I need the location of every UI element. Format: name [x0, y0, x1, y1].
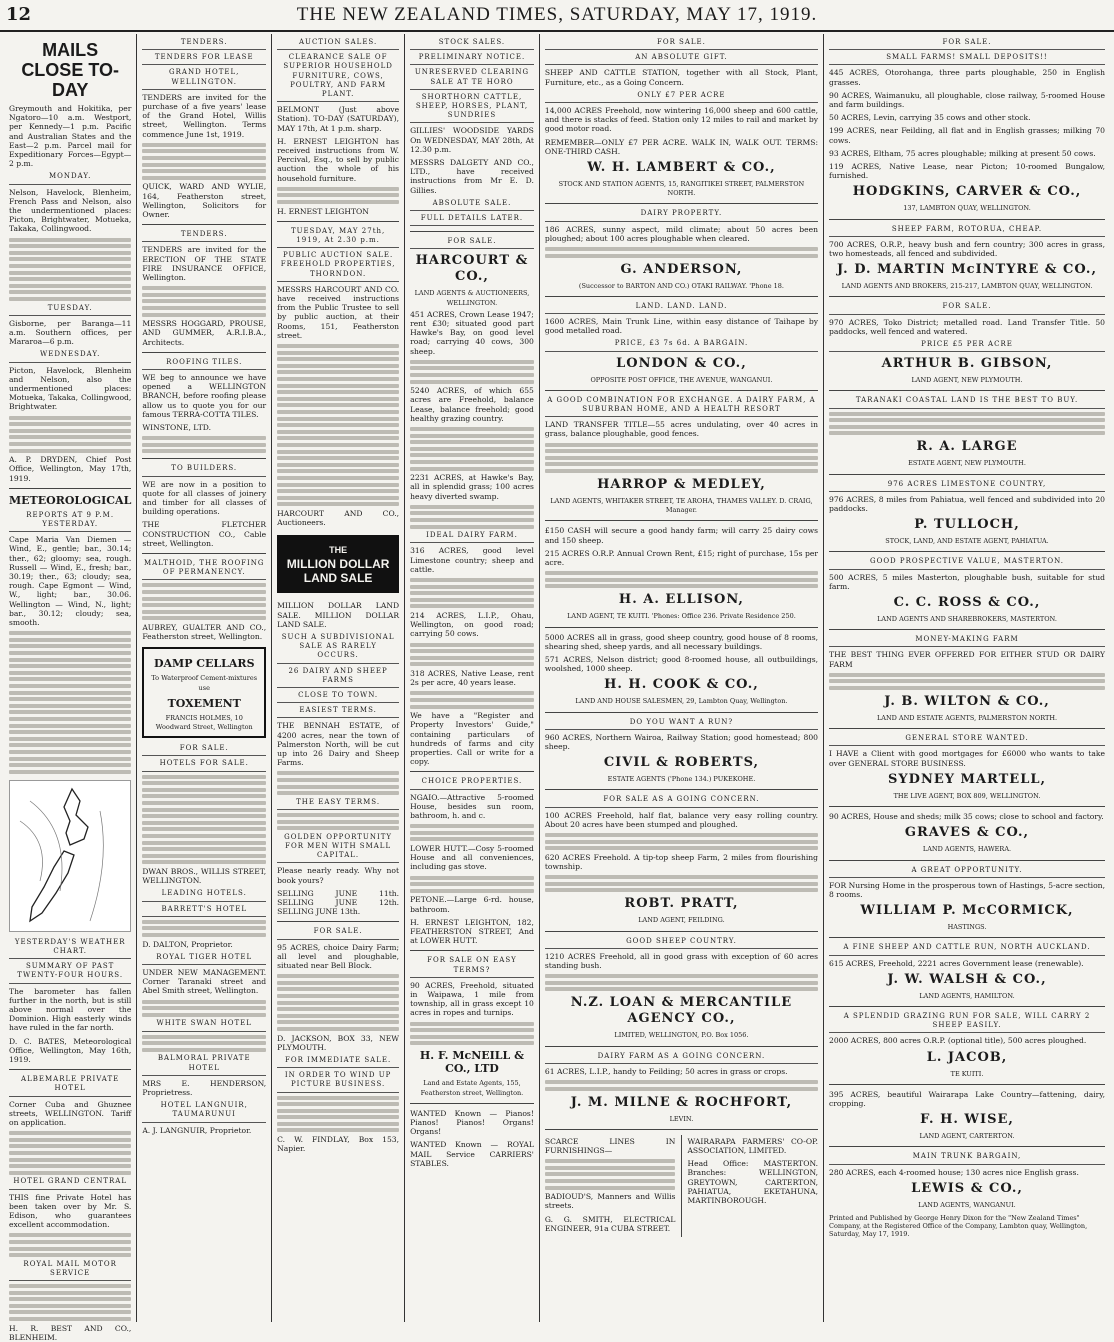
- register-text: We have a "Register and Property Investors' Guide," containing particulars of hundreds of farms and city properties. Call or write for a copy.: [410, 711, 534, 767]
- wise-subheading: LAND AGENT, CARTERTON.: [919, 1132, 1015, 1141]
- please-text: Please nearly ready. Why not book yours?: [277, 866, 400, 885]
- clearance-heading: CLEARANCE SALE OF SUPERIOR HOUSEHOLD FURNITURE, COWS, POULTRY, AND FARM PLANT.: [277, 53, 399, 102]
- lease-signature: QUICK, WARD AND WYLIE, 164, Featherston street, Wellington, Solicitors for Owner.: [142, 182, 267, 219]
- price-acre: PRICE £5 PER ACRE: [829, 340, 1105, 352]
- ad-150: £150 CASH will secure a good handy farm; will carry 25 dairy cows and 150 sheep.: [544, 526, 819, 545]
- dairy-sheep-heading: 26 DAIRY AND SHEEP FARMS: [277, 667, 399, 688]
- text-block: [410, 360, 534, 384]
- text-block: [142, 1000, 266, 1017]
- lewis-subheading: LAND AGENTS, WANGANUI.: [918, 1200, 1016, 1209]
- dairy-property-heading: DAIRY PROPERTY.: [545, 209, 818, 221]
- text-block: [410, 643, 534, 667]
- ad-186: 186 ACRES, sunny aspect, mild climate; about 50 acres been ploughed; about 100 acres ploughable when cleared.: [544, 224, 819, 243]
- hotels-heading: HOTELS FOR SALE.: [142, 759, 266, 771]
- pratt-name: ROBT. PRATT,: [624, 896, 739, 912]
- ad-976: 976 ACRES, 8 miles from Pahiatua, well fenced and subdivided into 20 paddocks.: [829, 494, 1105, 514]
- ad-395: 395 ACRES, beautiful Wairarapa Lake Country—fattening, dairy, cropping.: [829, 1089, 1105, 1108]
- great-heading: A GREAT OPPORTUNITY.: [829, 866, 1105, 878]
- hotels-signature: DWAN BROS., WILLIS STREET, WELLINGTON.: [142, 866, 267, 886]
- tuesday-sale: TUESDAY, MAY 27th, 1919, At 2.30 p.m.: [277, 227, 399, 248]
- full-details-heading: FULL DETAILS LATER.: [410, 214, 534, 226]
- lease-subheading: GRAND HOTEL, WELLINGTON.: [142, 68, 266, 89]
- ad-571: 571 ACRES, Nelson district; good 8-roomed house, all outbuildings, woolshed, 1000 sheep.: [544, 655, 819, 674]
- text-block: [142, 436, 266, 453]
- ad-93: 93 ACRES, Eltham, 75 acres ploughable; milking at present 50 cows.: [829, 148, 1096, 158]
- ross-name: C. C. ROSS & CO.,: [893, 595, 1041, 611]
- wilton-name: J. B. WILTON & CO.,: [884, 694, 1050, 710]
- mails-signature: A. P. DRYDEN, Chief Post Office, Wellington, May 17th, 1919.: [9, 455, 132, 483]
- text-block: [545, 833, 818, 850]
- immediate-heading: FOR IMMEDIATE SALE.: [277, 1056, 399, 1068]
- hotel-central-heading: HOTEL GRAND CENTRAL: [9, 1177, 131, 1189]
- column-mails: [4, 34, 137, 1342]
- million-text: MILLION DOLLAR LAND SALE. MILLION DOLLAR LAND SALE.: [277, 601, 400, 629]
- text-block: [545, 571, 818, 588]
- ad-214: 214 ACRES, L.I.P., Ohau, Wellington, on good road; carrying 50 cows.: [410, 610, 534, 639]
- ad-620: 620 ACRES Freehold. A tip-top sheep Farm, 2 miles from flourishing township.: [544, 852, 819, 872]
- text-block: [829, 412, 1105, 436]
- damp-signature: FRANCIS HOLMES, 10 Woodward Street, Wellington: [155, 713, 253, 732]
- ad-14000: 14,000 ACRES Freehold, now wintering 16,000 sheep and 600 cattle, and there is stacks of feed. Station only 12 miles to rail and market by good motor road.: [544, 106, 819, 134]
- mccormick-subheading: HASTINGS.: [947, 923, 987, 932]
- easy-terms-text: 90 ACRES, Freehold, situated in Waipawa, 1 mile from township, all in grass except 10 acres in ropes and turnips.: [410, 980, 534, 1018]
- anderson-subheading: (Successor to BARTON AND CO.) OTAKI RAILWAY. 'Phone 18.: [578, 281, 784, 290]
- chart-caption: YESTERDAY'S WEATHER CHART.: [9, 938, 131, 959]
- run-heading: DO YOU WANT A RUN?: [545, 718, 818, 730]
- leading-hotels-heading: LEADING HOTELS.: [142, 889, 266, 901]
- mcneill-subheading: Land and Estate Agents, 155, Featherston street, Wellington.: [420, 1079, 524, 1097]
- such-heading: SUCH A SUBDIVISIONAL SALE AS RARELY OCCURS.: [277, 633, 399, 664]
- barretts-heading: BARRETT'S HOTEL: [142, 905, 266, 917]
- civil-subheading: ESTATE AGENTS ('Phone 134.) PUKEKOHE.: [607, 775, 756, 784]
- wise-name: F. H. WISE,: [920, 1112, 1014, 1128]
- column-stock-sales: [405, 34, 540, 1322]
- gift-sub: SHEEP AND CATTLE STATION, together with all Stock, Plant, Furniture, etc., as a Going Concern.: [544, 68, 819, 87]
- builders-signature: THE FLETCHER CONSTRUCTION CO., Cable street, Wellington.: [142, 520, 267, 548]
- text-block: [142, 286, 266, 316]
- ngaio-text: NGAIO.—Attractive 5-roomed House, besides sun room, bathroom, h. and c.: [410, 792, 534, 820]
- tenders2-heading: TENDERS.: [142, 230, 266, 242]
- ellison-subheading: LAND AGENT, TE KUITI. 'Phones: Office 236. Private Residence 250.: [567, 612, 796, 621]
- white-swan-heading: WHITE SWAN HOTEL: [142, 1019, 266, 1031]
- rotorua-heading: SHEEP FARM, ROTORUA, CHEAP.: [829, 225, 1105, 237]
- dalgety-text: MESSRS DALGETY AND CO., LTD., have received instructions from Mr E. D. Gillies.: [410, 158, 534, 195]
- newspaper-title: THE NEW ZEALAND TIMES, SATURDAY, MAY 17, 1919.: [296, 4, 818, 25]
- stock-sales-heading: STOCK SALES.: [410, 38, 534, 50]
- lambert-name: W. H. LAMBERT & CO.,: [587, 160, 776, 176]
- reports-text: Cape Maria Van Diemen — Wind, E., gentle; bar., 30.14; ther., 62; gloomy; sea, rough. Russell — Wind, E., fresh; bar., 30.19; ther., 63; cloudy; sea, rough. Cape Egmont — Wind, W., light; bar., 30.06. Wellington — Wind, N., light; bar., 30.12; cloudy; sea, smooth.: [9, 535, 132, 628]
- tenders2-signature: MESSRS HOGGARD, PROUSE, AND GUMMER, A.R.I.B.A., Architects.: [142, 319, 267, 347]
- martin-name: J. D. MARTIN McINTYRE & CO.,: [837, 262, 1097, 278]
- text-block: [9, 631, 131, 773]
- ad-700: 700 ACRES, O.R.P., heavy bush and fern country; 300 acres in grass, two homesteads, all fenced and subdivided.: [829, 239, 1105, 259]
- jackson-signature: D. JACKSON, BOX 33, NEW PLYMOUTH.: [277, 1033, 400, 1052]
- column-tenders: [137, 34, 272, 1322]
- text-block: [410, 578, 534, 608]
- shorthorn-heading: SHORTHORN CATTLE, SHEEP, HORSES, PLANT, SUNDRIES: [410, 93, 534, 124]
- scarce-ad: [545, 1135, 676, 1237]
- text-block: [545, 443, 818, 473]
- money-heading: MONEY-MAKING FARM: [829, 635, 1105, 647]
- text-block: [410, 824, 534, 841]
- harcourt-text: MESSRS HARCOURT AND CO. have received instructions from the Public Trustee to sell by public auction, at their Rooms, 151, Featherston street.: [277, 284, 400, 340]
- large-subheading: ESTATE AGENT, NEW PLYMOUTH.: [908, 459, 1026, 468]
- malthoid-signature: AUBREY, GUALTER AND CO., Featherston street, Wellington.: [142, 623, 267, 642]
- walsh-name: J. W. WALSH & CO.,: [887, 971, 1047, 987]
- text-block: [9, 1131, 131, 1175]
- grazing-heading: A SPLENDID GRAZING RUN FOR SALE, WILL CARRY 2 SHEEP EASILY.: [829, 1012, 1105, 1033]
- text-block: [545, 974, 818, 991]
- belmont-text: BELMONT (Just above Station). TO-DAY (SATURDAY), MAY 17th, At 1 p.m. sharp.: [277, 105, 400, 133]
- text-block: [142, 143, 266, 180]
- text-block: [545, 1159, 676, 1189]
- langnuir-heading: HOTEL LANGNUIR, TAUMARUNUI: [142, 1101, 266, 1122]
- lower-hutt-text: LOWER HUTT.—Cosy 5-roomed House and all conveniences, including gas stove.: [410, 843, 534, 872]
- remember-text: REMEMBER—ONLY £7 PER ACRE. WALK IN, WALK OUT. TERMS: ONE-THIRD CASH.: [544, 137, 819, 156]
- ad-90: 90 ACRES, Waimanuku, all ploughable, close railway, 5-roomed House and farm buildings.: [829, 90, 1105, 110]
- malthoid-heading: MALTHOID, THE ROOFING OF PERMANENCY.: [142, 559, 266, 580]
- roofing-signature: WINSTONE, LTD.: [142, 423, 212, 433]
- lease-heading: TENDERS FOR LEASE: [142, 53, 266, 65]
- public-auction-heading: PUBLIC AUCTION SALE. FREEHOLD PROPERTIES, THORNDON.: [277, 251, 399, 282]
- langnuir-signature: A. J. LANGNUIR, Proprietor.: [142, 1125, 252, 1135]
- limestone-heading: 976 ACRES LIMESTONE COUNTRY,: [829, 480, 1105, 492]
- ad-318: 318 ACRES, Native Lease, rent 2s per acre, 40 years lease.: [410, 668, 534, 688]
- small-farms-heading: SMALL FARMS! SMALL DEPOSITS!!: [829, 53, 1105, 65]
- easiest-terms-heading: EASIEST TERMS.: [277, 706, 399, 718]
- hotel-albemarle-heading: ALBEMARLE PRIVATE HOTEL: [9, 1075, 131, 1096]
- ad-2231: 2231 ACRES, at Hawke's Bay, all in splendid grass; 100 acres heavy diverted swamp.: [410, 473, 534, 501]
- hotel-albemarle-text: Corner Cuba and Ghuznee streets, WELLINGTON. Tariff on application.: [9, 1099, 132, 1127]
- harrop-subheading: LAND AGENTS, WHITAKER STREET, TE AROHA, THAMES VALLEY. D. CRAIG, Manager.: [550, 497, 813, 515]
- bottom-ads: [545, 1135, 818, 1237]
- balmoral-signature: MRS E. HENDERSON, Proprietress.: [142, 1078, 267, 1097]
- text-block: [829, 673, 1105, 690]
- text-block: [410, 505, 534, 529]
- balmoral-heading: BALMORAL PRIVATE HOTEL: [142, 1054, 266, 1075]
- pratt-subheading: LAND AGENT, FEILDING.: [638, 916, 725, 925]
- auction-heading: AUCTION SALES.: [277, 38, 399, 50]
- text-block: [142, 1035, 266, 1052]
- text-block: [410, 427, 534, 471]
- graves-subheading: LAND AGENTS, HAWERA.: [922, 845, 1012, 854]
- text-block: [545, 1080, 818, 1091]
- wanted-pianos: WANTED Known — Pianos! Pianos! Pianos! Organs! Organs!: [410, 1108, 534, 1137]
- ad-199: 199 ACRES, near Feilding, all flat and in English grasses; milking 70 cows.: [829, 126, 1105, 145]
- million-the: THE: [329, 545, 348, 556]
- text-block: [410, 691, 534, 708]
- weather-chart-map: [9, 780, 131, 932]
- absolute-heading: ABSOLUTE SALE.: [410, 199, 534, 211]
- column-farms: [824, 34, 1110, 1322]
- ideal-heading: IDEAL DAIRY FARM.: [410, 531, 534, 543]
- land-heading: LAND. LAND. LAND.: [545, 302, 818, 314]
- scarce-heading: SCARCE LINES IN FURNISHINGS—: [544, 1136, 676, 1156]
- picture-heading: IN ORDER TO WIND UP PICTURE BUSINESS.: [277, 1071, 399, 1092]
- ad-451: 451 ACRES, Crown Lease 1947; rent £30; situated good part Hawke's Bay, on good level road; carrying 40 cows, 300 sheep.: [410, 309, 534, 356]
- ad-100: 100 ACRES Freehold, half flat, balance very easy rolling country. About 20 acres have been stumped and ploughed.: [544, 810, 819, 829]
- ad-1600: 1600 ACRES, Main Trunk Line, within easy distance of Taihape by good metalled road.: [544, 317, 819, 336]
- graves-name: GRAVES & CO.,: [904, 825, 1030, 841]
- text-block: [142, 583, 266, 620]
- mails-text: Greymouth and Hokitika, per Ngatoro—10 a.m. Westport, per Kennedy—1 p.m. Pacific and Australian States and the East—2 p.m. Parcel mail for Expeditionary Forces—Egypt—2 p.m.: [9, 104, 132, 169]
- page-number: 12: [6, 4, 32, 25]
- combination-heading: A GOOD COMBINATION FOR EXCHANGE. A DAIRY FARM, A SUBURBAN HOME, AND A HEALTH RESORT: [545, 396, 818, 417]
- forsale-heading: FOR SALE.: [545, 38, 818, 50]
- general-store-heading: GENERAL STORE WANTED.: [829, 734, 1105, 746]
- million-dollar-ad: [277, 535, 399, 593]
- roofing-heading: ROOFING TILES.: [142, 358, 266, 370]
- mail-service-heading: ROYAL MAIL MOTOR SERVICE: [9, 1260, 131, 1281]
- main-trunk-heading: MAIN TRUNK BARGAIN,: [829, 1152, 1105, 1164]
- page-columns: [4, 34, 1110, 1342]
- text-block: [277, 344, 399, 506]
- ellison-name: H. A. ELLISON,: [618, 592, 744, 608]
- harcourt-subheading: LAND AGENTS & AUCTIONEERS, WELLINGTON.: [414, 289, 530, 307]
- tuesday-text: Gisborne, per Baranga—11 a.m. Southern offices, per Mararoa—6 p.m.: [9, 318, 132, 347]
- gillies-text: GILLIES' WOODSIDE YARDS On WEDNESDAY, MAY 28th, At 12.30 p.m.: [410, 126, 534, 154]
- reports-heading: REPORTS AT 9 P.M. YESTERDAY.: [9, 511, 131, 532]
- good-sheep-heading: GOOD SHEEP COUNTRY.: [545, 937, 818, 949]
- london-subheading: OPPOSITE POST OFFICE, THE AVENUE, WANGANUI.: [590, 375, 773, 384]
- text-block: [9, 238, 131, 301]
- text-block: [277, 187, 399, 204]
- colophon: Printed and Published by George Henry Dixon for the "New Zealand Times" Company, at the Registered Office of the Company, Lambton quay, Wellington, Saturday, May 17, 1919.: [829, 1213, 1088, 1238]
- text-block: [142, 920, 266, 937]
- golden-heading: GOLDEN OPPORTUNITY FOR MEN WITH SMALL CAPITAL.: [277, 833, 399, 864]
- preliminary-heading: PRELIMINARY NOTICE.: [410, 53, 534, 65]
- selling-text: SELLING JUNE 11th. SELLING JUNE 12th. SELLING JUNE 13th.: [277, 888, 400, 917]
- ad-2000: 2000 ACRES, 800 acres O.R.P. (optional title), 500 acres ploughed.: [829, 1036, 1087, 1046]
- wednesday-heading: WEDNESDAY.: [9, 350, 131, 362]
- masterton-heading: GOOD PROSPECTIVE VALUE, MASTERTON.: [829, 557, 1105, 569]
- meteorological-heading: METEOROLOGICAL: [9, 493, 132, 507]
- text-block: [277, 1096, 399, 1133]
- harcourt-name: HARCOURT & CO.,: [415, 253, 529, 285]
- ad-500: 500 ACRES, 5 miles Masterton, ploughable bush, suitable for stud farm.: [829, 572, 1105, 591]
- text-block: [277, 813, 399, 830]
- petone-text: PETONE.—Large 6-rd. house, bathroom.: [410, 895, 534, 914]
- barretts-signature: D. DALTON, Proprietor.: [142, 939, 233, 949]
- ross-subheading: LAND AGENTS AND SHAREBROKERS, MASTERTON.: [877, 615, 1057, 624]
- royal-tiger-text: UNDER NEW MANAGEMENT. Corner Taranaki street and Abel Smith street, Wellington.: [142, 967, 267, 996]
- money-text: THE BEST THING EVER OFFERED FOR EITHER STUD OR DAIRY FARM: [829, 650, 1105, 669]
- easy-terms-heading: FOR SALE ON EASY TERMS?: [410, 956, 534, 977]
- lease-text: TENDERS are invited for the purchase of a five years' lease of the Grand Hotel, Willis street, Wellington. Terms commence June 1st, 1919.: [142, 92, 267, 139]
- hodgkins-name: HODGKINS, CARVER & CO.,: [852, 184, 1082, 200]
- ad-90b: 90 ACRES, House and sheds; milk 35 cows; close to school and factory.: [829, 812, 1104, 822]
- summary-text: The barometer has fallen further in the north, but is still above normal over the Dominion. High easterly winds have ruled in the far north.: [9, 986, 132, 1033]
- price-bargain: PRICE, £3 7s 6d. A BARGAIN.: [545, 339, 818, 351]
- ad-970: 970 ACRES, Toko District; metalled road. Land Transfer Title. 50 paddocks, well fenced and watered.: [829, 317, 1105, 336]
- column-auctions: [272, 34, 405, 1322]
- tulloch-name: P. TULLOCH,: [914, 517, 1020, 533]
- jacob-subheading: TE KUITI.: [950, 1069, 984, 1078]
- ad-50: 50 ACRES, Levin, carrying 35 cows and other stock.: [829, 113, 1031, 123]
- ad-5000: 5000 ACRES all in grass, good sheep country, good house of 8 rooms, shearing shed, sheep yards, and all necessary buildings.: [544, 632, 819, 651]
- forsale-heading: FOR SALE.: [410, 237, 534, 249]
- summary-heading: SUMMARY OF PAST TWENTY-FOUR HOURS.: [9, 962, 131, 983]
- text-block: [410, 1022, 534, 1046]
- column-land-for-sale: [540, 34, 824, 1322]
- builders-heading: TO BUILDERS.: [142, 464, 266, 476]
- tuesday-heading: TUESDAY.: [9, 304, 131, 316]
- nz-loan-name: N.Z. LOAN & MERCANTILE AGENCY CO.,: [570, 995, 793, 1027]
- choice-heading: CHOICE PROPERTIES.: [410, 777, 534, 789]
- masthead: [0, 0, 1114, 32]
- ad-960: 960 ACRES, Northern Wairoa, Railway Station; good homestead; 800 sheep.: [544, 732, 819, 752]
- forsale-heading: FOR SALE.: [829, 38, 1105, 50]
- text-block: [545, 875, 818, 892]
- milne-name: J. M. MILNE & ROCHFORT,: [570, 1094, 793, 1110]
- tenders-heading: TENDERS.: [142, 38, 266, 50]
- lambert-subheading: STOCK AND STATION AGENTS, 15, RANGITIKEI STREET, PALMERSTON NORTH.: [558, 180, 805, 198]
- wairarapa-ad: [681, 1135, 818, 1237]
- north-auckland-heading: A FINE SHEEP AND CATTLE RUN, NORTH AUCKLAND.: [829, 943, 1105, 955]
- lewis-name: LEWIS & CO.,: [911, 1180, 1023, 1196]
- ad-215: 215 ACRES O.R.P. Annual Crown Rent, £15; right of purchase, 15s per acre.: [544, 548, 819, 568]
- walsh-subheading: LAND AGENTS, HAMILTON.: [919, 991, 1015, 1000]
- civil-name: CIVIL & ROBERTS,: [603, 755, 760, 771]
- mccormick-name: WILLIAM P. McCORMICK,: [860, 903, 1074, 919]
- bennah-text: THE BENNAH ESTATE, of 4200 acres, near the town of Palmerston North, will be cut up into 26 Dairy and Sheep Farms.: [277, 721, 400, 768]
- million-title: MILLION DOLLAR LAND SALE: [286, 557, 390, 586]
- ad-445: 445 ACRES, Otorohanga, three parts ploughable, 250 in English grasses.: [829, 68, 1105, 87]
- martin-subheading: LAND AGENTS AND BROKERS, 215-217, LAMBTON QUAY, WELLINGTON.: [841, 282, 1093, 291]
- jacob-name: L. JACOB,: [926, 1049, 1008, 1065]
- dairy-farm-text: 95 ACRES, choice Dairy Farm; all level and ploughable, situated near Bell Block.: [277, 942, 400, 970]
- royal-tiger-heading: ROYAL TIGER HOTEL: [142, 953, 266, 965]
- anderson-name: G. ANDERSON,: [620, 261, 743, 277]
- harcourt-signature: HARCOURT AND CO., Auctioneers.: [277, 508, 400, 528]
- ad-1210: 1210 ACRES Freehold, all in good grass with exception of 60 acres standing bush.: [544, 951, 819, 971]
- wairarapa-branches: Head Office: MASTERTON. Branches: WELLINGTON, GREYTOWN, CARTERTON, PAHIATUA, EKETAHUNA, MARTINBOROUGH.: [687, 1159, 819, 1206]
- monday-text: Nelson, Havelock, Blenheim, French Pass and Nelson, also the undermentioned places: Picton, Brightwater, Motueka, Takaka, Collingwood.: [9, 187, 132, 234]
- wanted-stables: WANTED Known — ROYAL MAIL Service CARRIERS' STABLES.: [410, 1140, 534, 1168]
- gibson-subheading: LAND AGENT, NEW PLYMOUTH.: [911, 376, 1023, 385]
- text-block: [142, 775, 266, 865]
- land-transfer-text: LAND TRANSFER TITLE—55 acres undulating, over 40 acres in grass, balance ploughable, good fences.: [544, 420, 819, 439]
- forsale2-heading: FOR SALE.: [829, 302, 1105, 314]
- text-block: [545, 247, 818, 258]
- wairarapa-heading: WAIRARAPA FARMERS' CO-OP. ASSOCIATION, LIMITED.: [687, 1136, 819, 1156]
- forsale-heading: FOR SALE.: [142, 744, 266, 756]
- forsale-heading: FOR SALE.: [277, 927, 399, 939]
- only-heading: ONLY £7 PER ACRE: [545, 91, 818, 103]
- text-block: [277, 974, 399, 1031]
- taranaki-heading: TARANAKI COASTAL LAND IS THE BEST TO BUY.: [829, 396, 1105, 408]
- scarce-signature: BADIOUD'S, Manners and Willis streets.: [544, 1192, 676, 1211]
- damp-cellars-ad: [142, 647, 266, 738]
- mcneill-name: H. F. McNEILL & CO., LTD: [419, 1049, 525, 1076]
- harrop-name: HARROP & MEDLEY,: [597, 477, 766, 493]
- great-text: FOR Nursing Home in the prosperous town of Hastings, 5-acre section, 8 rooms.: [829, 880, 1105, 899]
- damp-sub: To Waterproof Cement-mixtures use: [151, 674, 258, 692]
- text-block: [277, 771, 399, 795]
- smith-ad: G. G. SMITH, ELECTRICAL ENGINEER, 91a CUBA STREET.: [544, 1214, 676, 1233]
- leighton-text: H. ERNEST LEIGHTON has received instructions from W. Percival, Esq., to sell by public auction the whole of his household furniture.: [277, 136, 400, 183]
- ad-119: 119 ACRES, Native Lease, near Picton; 10-roomed Bungalow, furnished.: [829, 162, 1105, 181]
- easy-terms-heading: THE EASY TERMS.: [277, 798, 399, 810]
- martell-name: SYDNEY MARTELL,: [888, 771, 1046, 787]
- going-heading: FOR SALE AS A GOING CONCERN.: [545, 795, 818, 807]
- ad-5240: 5240 ACRES, of which 655 acres are Freehold, balance Lease, balance freehold; good healthy grazing country.: [410, 386, 534, 423]
- nz-loan-subheading: LIMITED, WELLINGTON, P.O. Box 1056.: [614, 1031, 749, 1040]
- wilton-subheading: LAND AND ESTATE AGENTS, PALMERSTON NORTH.: [876, 714, 1058, 723]
- general-store-text: I HAVE a Client with good mortgages for £6000 who wants to take over GENERAL STORE BUSINESS.: [829, 749, 1105, 768]
- ad-61: 61 ACRES, L.I.P., handy to Feilding; 50 acres in grass or crops.: [544, 1066, 788, 1076]
- damp-heading: DAMP CELLARS: [153, 657, 255, 671]
- wednesday-text: Picton, Havelock, Blenheim and Nelson, also the undermentioned places: Motueka, Takaka, Collingwood, Brightwater.: [9, 365, 132, 412]
- leighton-signature: H. ERNEST LEIGHTON: [277, 206, 369, 216]
- text-block: [9, 1233, 131, 1257]
- text-block: [410, 876, 534, 893]
- gift-heading: AN ABSOLUTE GIFT.: [545, 53, 818, 65]
- cook-subheading: LAND AND HOUSE SALESMEN, 29, Lambton Quay, Wellington.: [575, 697, 788, 706]
- unreserved-heading: UNRESERVED CLEARING SALE AT TE HORO: [410, 68, 534, 89]
- gibson-name: ARTHUR B. GIBSON,: [881, 356, 1053, 372]
- findlay-signature: C. W. FINDLAY, Box 153, Napier.: [277, 1135, 400, 1154]
- hotel-central-text: THIS fine Private Hotel has been taken over by Mr. S. Edison, who guarantees excellent accommodation.: [9, 1192, 132, 1230]
- ad-316: 316 ACRES, good level Limestone country; sheep and cattle.: [410, 546, 534, 574]
- mails-heading: MAILS CLOSE TO-DAY: [21, 40, 119, 100]
- milne-subheading: LEVIN.: [669, 1114, 694, 1123]
- large-name: R. A. LARGE: [916, 439, 1018, 455]
- builders-text: WE are now in a position to quote for all classes of joinery and timber for all classes of building operations.: [142, 479, 267, 517]
- tulloch-subheading: STOCK, LAND, AND ESTATE AGENT, PAHIATUA.: [885, 537, 1049, 546]
- hodgkins-subheading: 137, LAMBTON QUAY, WELLINGTON.: [903, 204, 1031, 213]
- cook-name: H. H. COOK & CO.,: [604, 677, 759, 693]
- tenders2-text: TENDERS are invited for the ERECTION OF THE STATE FIRE INSURANCE OFFICE, Wellington.: [142, 245, 267, 283]
- leighton-signature: H. ERNEST LEIGHTON, 182, FEATHERSTON STREET, And at LOWER HUTT.: [410, 917, 534, 946]
- monday-heading: MONDAY.: [9, 172, 131, 184]
- dairy-going-heading: DAIRY FARM AS A GOING CONCERN.: [545, 1052, 818, 1064]
- london-name: LONDON & CO.,: [616, 355, 747, 371]
- mail-service-signature: H. R. BEST AND CO., BLENHEIM.: [9, 1323, 132, 1342]
- damp-brand: TOXEMENT: [167, 696, 241, 710]
- summary-signature: D. C. BATES, Meteorological Office, Wellington, May 16th, 1919.: [9, 1036, 132, 1064]
- ad-280: 280 ACRES, each 4-roomed house; 130 acres nice English grass.: [829, 1167, 1079, 1177]
- roofing-text: WE beg to announce we have opened a WELLINGTON BRANCH, before roofing please allow us to quote you for our famous TERRA-COTTA TILES.: [142, 373, 267, 419]
- text-block: [9, 416, 131, 453]
- close-town-heading: CLOSE TO TOWN.: [277, 691, 399, 703]
- martell-subheading: THE LIVE AGENT, BOX 809, WELLINGTON.: [893, 791, 1041, 800]
- ad-615: 615 ACRES, Freehold, 2221 acres Government lease (renewable).: [829, 958, 1084, 968]
- text-block: [9, 1284, 131, 1321]
